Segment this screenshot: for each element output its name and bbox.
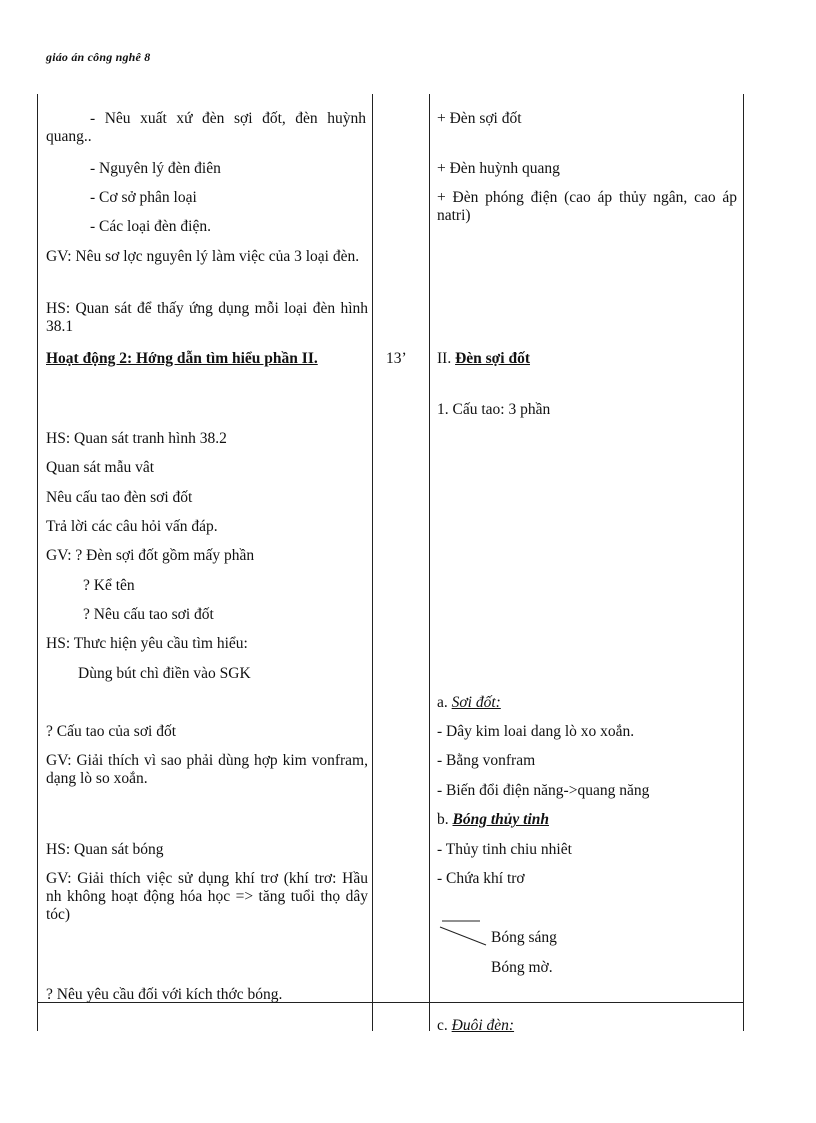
activity-text: ? Cấu tao của sơi đốt — [46, 723, 177, 740]
activity-text: - Cơ sở phân loại — [90, 189, 197, 206]
document-header: giáo án công nghê 8 — [46, 50, 151, 64]
activity-text: - Nêu xuất xứ đèn sợi đốt, đèn huỳnh quang.. — [46, 110, 366, 145]
activity-text: GV: Giải thích vì sao phải dùng hợp kim vonfram, dạng lò so xoắn. — [46, 752, 368, 787]
content-text: Bóng sáng — [491, 929, 557, 946]
activity-text: ? Nêu yêu cầu đối với kích thớc bóng. — [46, 986, 283, 1003]
activity-text: Quan sát mẫu vât — [46, 459, 155, 476]
subsection-letter: b. — [437, 811, 453, 828]
activity-text: HS: Quan sát tranh hình 38.2 — [46, 430, 227, 447]
activity-text: HS: Thưc hiện yêu cầu tìm hiểu: — [46, 635, 248, 652]
section-heading — [437, 350, 530, 368]
activity-text: HS: Quan sát để thấy ứng dụng mỗi loại đèn hình 38.1 — [46, 300, 368, 335]
content-text: - Dây kim loai dang lò xo xoắn. — [437, 723, 635, 740]
subsection-heading — [437, 811, 549, 829]
activity-text: ? Kể tên — [83, 577, 135, 594]
content-text: + Đèn sợi đốt — [437, 110, 522, 127]
subsection-letter: a. — [437, 694, 452, 711]
table-border-left — [37, 94, 38, 1031]
subsection-title: Sơi đốt: — [451, 694, 501, 711]
activity-text: ? Nêu cấu tao sơi đốt — [83, 606, 214, 623]
content-text: 1. Cấu tao: 3 phần — [437, 401, 551, 418]
activity-text: Dùng bút chì điền vào SGK — [78, 665, 251, 682]
activity-text: - Các loại đèn điện. — [90, 218, 211, 235]
section-title: Đèn sợi đốt — [455, 350, 530, 367]
content-text: + Đèn phóng điện (cao áp thủy ngân, cao áp natri) — [437, 189, 737, 224]
activity-text: GV: ? Đèn sợi đốt gồm mấy phần — [46, 547, 255, 564]
table-divider-2 — [429, 94, 430, 1031]
table-divider-1 — [372, 94, 373, 1031]
activity-text: Trả lời các câu hỏi vấn đáp. — [46, 518, 218, 535]
bracket-diagonal-line — [440, 927, 486, 945]
bracket-diagram — [436, 915, 490, 949]
table-border-right — [743, 94, 744, 1031]
activity-text: HS: Quan sát bóng — [46, 841, 164, 858]
section-number: II. — [437, 350, 456, 367]
subsection-heading — [437, 1017, 514, 1035]
subsection-title: Bóng thủy tinh — [452, 811, 549, 828]
content-text: Bóng mờ. — [491, 959, 553, 976]
content-text: - Bằng vonfram — [437, 752, 536, 769]
time-value: 13’ — [386, 350, 407, 367]
content-text: + Đèn huỳnh quang — [437, 160, 560, 177]
subsection-title: Đuôi đèn: — [451, 1017, 515, 1034]
activity-text: - Nguyên lý đèn điên — [90, 160, 221, 177]
activity-text: Nêu cấu tao đèn sơi đốt — [46, 489, 193, 506]
subsection-heading — [437, 694, 501, 712]
content-text: - Thủy tinh chiu nhiêt — [437, 841, 572, 858]
subsection-letter: c. — [437, 1017, 452, 1034]
activity-text: GV: Nêu sơ lợc nguyên lý làm việc của 3 loại đèn. — [46, 248, 360, 265]
activity-text: GV: Giải thích việc sử dụng khí trơ (khí trơ: Hầu nh không hoạt động hóa học => tăng tuổi thọ dây tóc) — [46, 870, 368, 923]
activity-heading: Hoạt động 2: Hớng dẫn tìm hiểu phần II. — [46, 350, 318, 367]
content-text: - Biến đổi điện năng->quang năng — [437, 782, 650, 799]
content-text: - Chứa khí trơ — [437, 870, 525, 887]
